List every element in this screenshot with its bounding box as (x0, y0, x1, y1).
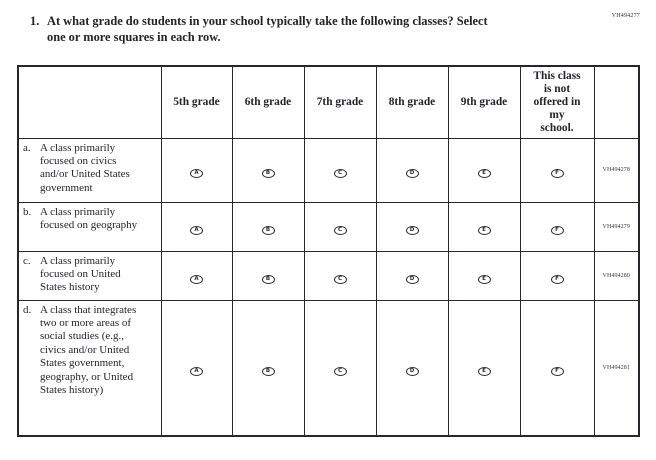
answer-cell-b-d[interactable] (376, 202, 448, 251)
question-text (47, 14, 550, 45)
header-6th-grade: 6th grade (232, 66, 304, 138)
answer-bubble-f-icon: F (551, 275, 564, 284)
answer-cell-b-a[interactable] (161, 202, 232, 251)
row-letter-d: d. (23, 303, 32, 316)
answer-bubble-a-icon: A (190, 275, 203, 284)
answer-cell-a-e[interactable] (448, 138, 520, 202)
answer-grid-table (17, 65, 640, 437)
answer-bubble-f-icon: F (551, 367, 564, 376)
answer-cell-d-a[interactable] (161, 300, 232, 436)
row-label-c (18, 251, 161, 300)
not-offered-line: offered in (533, 95, 581, 108)
table-row-c (18, 251, 639, 300)
answer-cell-c-b[interactable] (232, 251, 304, 300)
answer-bubble-e-icon: E (478, 169, 491, 178)
answer-bubble-e-icon: E (478, 275, 491, 284)
answer-bubble-d-icon: D (406, 367, 419, 376)
row-text-d: A class that integrates two or more areas of social studies (e.g., civics and/or United States government, geography, or United States history) (40, 303, 137, 396)
table-row-d (18, 300, 639, 436)
answer-cell-b-e[interactable] (448, 202, 520, 251)
answer-cell-b-f[interactable] (520, 202, 594, 251)
header-blank-cell (18, 66, 161, 138)
answer-cell-c-c[interactable] (304, 251, 376, 300)
answer-bubble-d-icon: D (406, 226, 419, 235)
answer-cell-c-d[interactable] (376, 251, 448, 300)
answer-cell-a-c[interactable] (304, 138, 376, 202)
answer-bubble-b-icon: B (262, 226, 275, 235)
answer-bubble-c-icon: C (334, 275, 347, 284)
question-block (30, 14, 550, 45)
not-offered-line: my (549, 108, 565, 121)
row-letter-b: b. (23, 205, 32, 218)
answer-bubble-a-icon: A (190, 367, 203, 376)
answer-bubble-b-icon: B (262, 169, 275, 178)
answer-cell-c-a[interactable] (161, 251, 232, 300)
row-text-c: A class primarily focused on United States history (40, 254, 121, 294)
answer-bubble-b-icon: B (262, 367, 275, 376)
row-code-d: VH494281 (594, 300, 639, 436)
header-9th-grade: 9th grade (448, 66, 520, 138)
table-row-b (18, 202, 639, 251)
row-text-b: A class primarily focused on geography (40, 205, 138, 231)
answer-cell-a-d[interactable] (376, 138, 448, 202)
answer-bubble-c-icon: C (334, 169, 347, 178)
row-code-a: VH494278 (594, 138, 639, 202)
answer-cell-d-d[interactable] (376, 300, 448, 436)
answer-bubble-e-icon: E (478, 226, 491, 235)
not-offered-line: This class (533, 69, 581, 82)
answer-bubble-d-icon: D (406, 169, 419, 178)
answer-bubble-b-icon: B (262, 275, 275, 284)
answer-bubble-d-icon: D (406, 275, 419, 284)
header-row (18, 66, 639, 138)
answer-bubble-e-icon: E (478, 367, 491, 376)
row-code-c: VH494280 (594, 251, 639, 300)
answer-cell-d-f[interactable] (520, 300, 594, 436)
question-number: 1. (30, 14, 40, 28)
answer-bubble-f-icon: F (551, 169, 564, 178)
question-text-line-2: one or more squares in each row. (47, 29, 221, 44)
answer-bubble-a-icon: A (190, 226, 203, 235)
answer-bubble-a-icon: A (190, 169, 203, 178)
answer-bubble-c-icon: C (334, 226, 347, 235)
row-label-d (18, 300, 161, 436)
header-7th-grade: 7th grade (304, 66, 376, 138)
table-row-a (18, 138, 639, 202)
answer-cell-d-c[interactable] (304, 300, 376, 436)
row-label-a (18, 138, 161, 202)
answer-cell-a-b[interactable] (232, 138, 304, 202)
not-offered-line: school. (540, 121, 574, 134)
row-code-b: VH494279 (594, 202, 639, 251)
row-letter-c: c. (23, 254, 31, 267)
question-accession-code: VH494277 (611, 13, 640, 19)
not-offered-line: is not (543, 82, 571, 95)
answer-cell-d-e[interactable] (448, 300, 520, 436)
header-5th-grade: 5th grade (161, 66, 232, 138)
header-code-blank-cell (594, 66, 639, 138)
header-8th-grade: 8th grade (376, 66, 448, 138)
question-text-line-1: At what grade do students in your school typically take the following classes? Select (47, 14, 488, 28)
answer-cell-d-b[interactable] (232, 300, 304, 436)
answer-bubble-c-icon: C (334, 367, 347, 376)
answer-bubble-f-icon: F (551, 226, 564, 235)
answer-cell-b-b[interactable] (232, 202, 304, 251)
row-text-a: A class primarily focused on civics and/or United States government (40, 141, 130, 194)
row-letter-a: a. (23, 141, 31, 154)
answer-cell-b-c[interactable] (304, 202, 376, 251)
header-not-offered (520, 66, 594, 138)
answer-cell-c-f[interactable] (520, 251, 594, 300)
answer-cell-a-a[interactable] (161, 138, 232, 202)
row-label-b (18, 202, 161, 251)
answer-cell-a-f[interactable] (520, 138, 594, 202)
answer-cell-c-e[interactable] (448, 251, 520, 300)
